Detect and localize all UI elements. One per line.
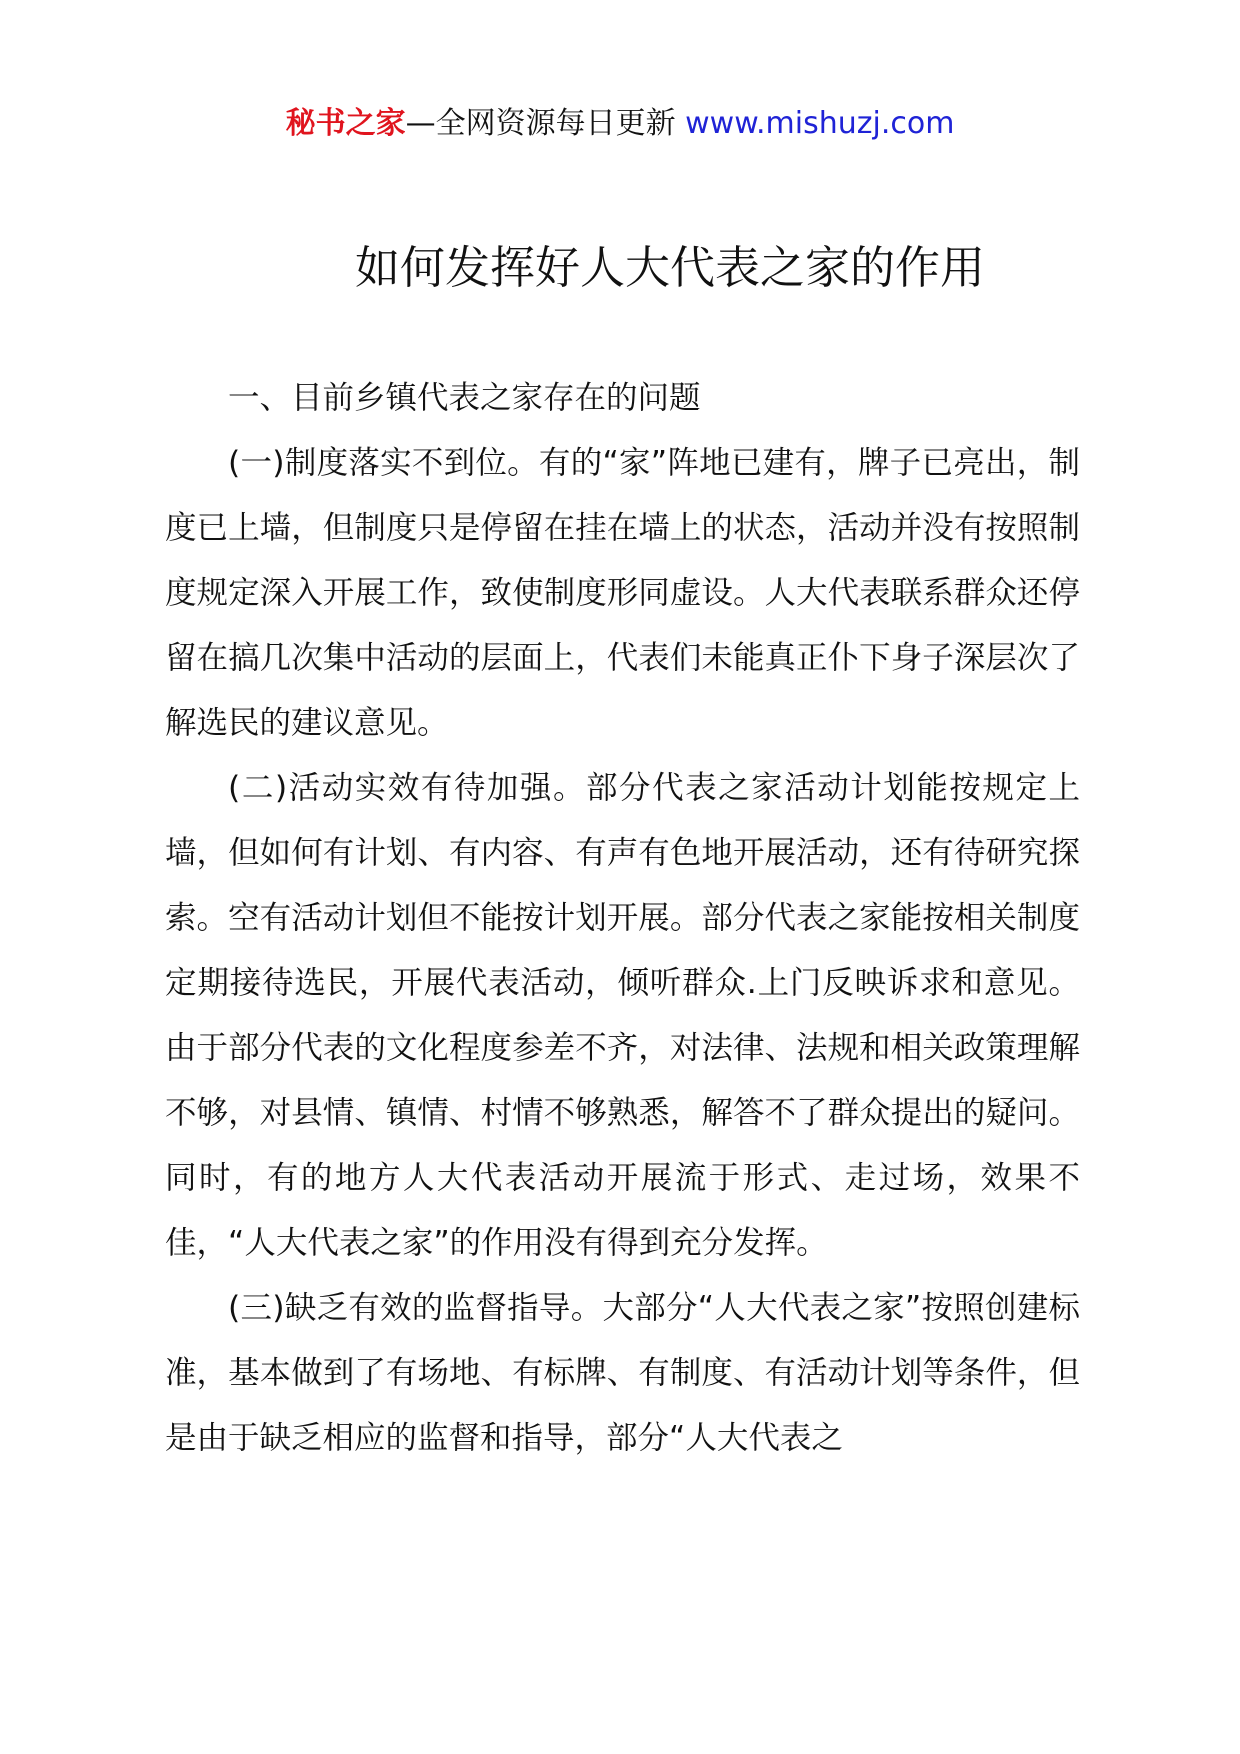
site-brand: 秘书之家 [285,106,406,141]
paragraph-2: (二)活动实效有待加强。部分代表之家活动计划能按规定上墙，但如何有计划、有内容、有声有色地开展活动，还有待研究探索。空有活动计划但不能按计划开展。部分代表之家能按相关制度定期接待选民，开展代表活动，倾听群众.上门反映诉求和意见。由于部分代表的文化程度参差不齐，对法律、法规和相关政策理解不够，对县情、镇情、村情不够熟悉，解答不了群众提出的疑问。同时，有的地方人大代表活动开展流于形式、走过场，效果不佳，“人大代表之家”的作用没有得到充分发挥。 [165,770,1080,1261]
paragraph-3: (三)缺乏有效的监督指导。大部分“人大代表之家”按照创建标准，基本做到了有场地、有标牌、有制度、有活动计划等条件，但是由于缺乏相应的监督和指导，部分“人大代表之 [165,1290,1080,1456]
paragraph-1: (一)制度落实不到位。有的“家”阵地已建有，牌子已亮出，制度已上墙，但制度只是停留在挂在墙上的状态，活动并没有按照制度规定深入开展工作，致使制度形同虚设。人大代表联系群众还停留在搞几次集中活动的层面上，代表们未能真正仆下身子深层次了解选民的建议意见。 [165,445,1080,741]
site-slogan: —全网资源每日更新 [405,106,676,141]
site-header [0,100,1240,148]
section-heading: 一、目前乡镇代表之家存在的问题 [228,380,701,416]
site-url-link[interactable]: www.mishuzj.com [685,106,955,141]
document-body [165,366,1080,1471]
document-title: 如何发挥好人大代表之家的作用 [354,241,985,294]
